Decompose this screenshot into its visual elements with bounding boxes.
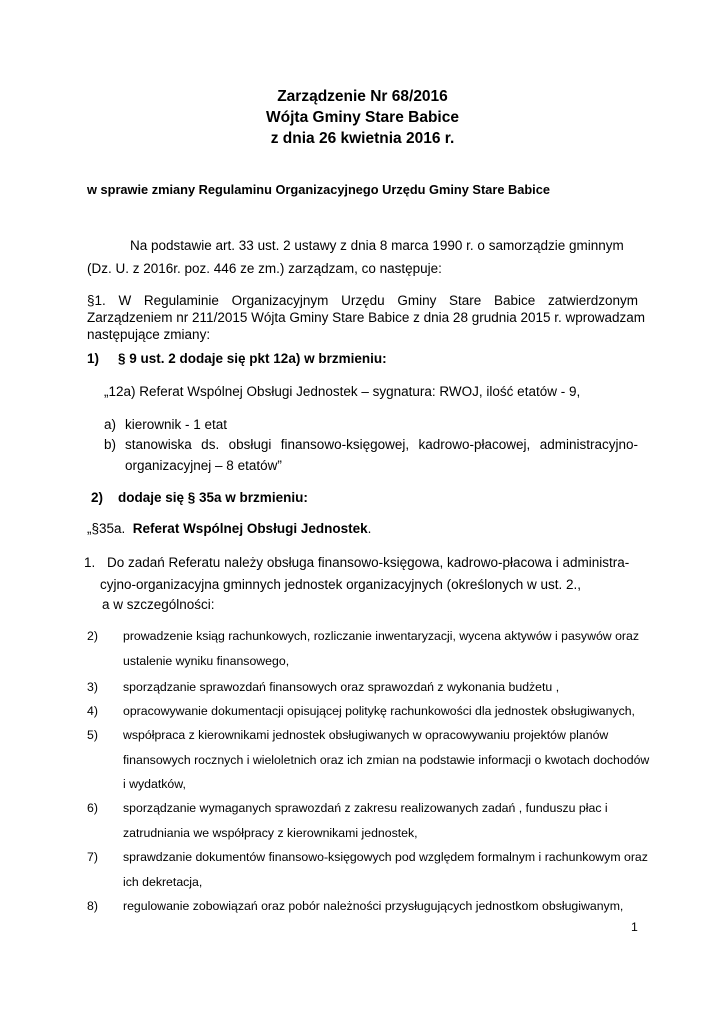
preamble-line-2: (Dz. U. z 2016r. poz. 446 ze zm.) zarządzam, co następuje: — [87, 261, 442, 276]
section1-number: 1. — [84, 555, 96, 570]
document-title-line-2: Wójta Gminy Stare Babice — [266, 109, 459, 126]
task-7-line-2: ich dekretacja, — [123, 875, 203, 889]
task-2-line-1: prowadzenie ksiąg rachunkowych, rozliczanie inwentaryzacji, wycena aktywów i pasywów oraz — [123, 629, 640, 643]
document-title-line-1: Zarządzenie Nr 68/2016 — [277, 88, 448, 105]
par1-line-3: następujące zmiany: — [87, 327, 211, 342]
section1-line-1: Do zadań Referatu należy obsługa finansowo-księgowa, kadrowo-płacowa i administra- — [107, 555, 630, 570]
change2-heading: dodaje się § 35a w brzmieniu: — [118, 490, 308, 505]
section1-line-2: cyjno-organizacyjna gminnych jednostek organizacyjnych (określonych w ust. 2., — [100, 577, 581, 592]
task-6-line-1: sporządzanie wymaganych sprawozdań z zakresu realizowanych zadań , funduszu płac i — [123, 801, 608, 815]
change2-number: 2) — [91, 490, 104, 505]
change1-heading: § 9 ust. 2 dodaje się pkt 12a) w brzmieniu: — [118, 351, 387, 366]
task-8-number: 8) — [87, 899, 98, 913]
task-6-line-2: zatrudniania we współpracy z kierownikami jednostek, — [123, 826, 418, 840]
change2-quote-suffix: . — [367, 521, 372, 536]
preamble-line-1: Na podstawie art. 33 ust. 2 ustawy z dnia 8 marca 1990 r. o samorządzie gminnym — [130, 238, 624, 253]
task-6-number: 6) — [87, 801, 98, 815]
change1-item-b-marker: b) — [104, 437, 117, 452]
task-8-line-1: regulowanie zobowiązań oraz pobór należności przysługujących jednostkom obsługiwanym, — [123, 899, 624, 913]
change2-quote-prefix: „§35a. — [87, 521, 126, 536]
change1-item-a-marker: a) — [104, 417, 117, 432]
task-7-number: 7) — [87, 850, 98, 864]
change2-quote-title: Referat Wspólnej Obsługi Jednostek — [132, 521, 368, 536]
change1-number: 1) — [87, 351, 100, 366]
task-3-line-1: sporządzanie sprawozdań finansowych oraz sprawozdań z wykonania budżetu , — [123, 680, 560, 694]
task-2-number: 2) — [87, 629, 98, 643]
task-3-number: 3) — [87, 680, 98, 694]
task-5-number: 5) — [87, 728, 98, 742]
task-7-line-1: sprawdzanie dokumentów finansowo-księgowych pod względem formalnym i rachunkowym oraz — [123, 850, 648, 864]
page-number: 1 — [631, 920, 638, 934]
par1-line-2: Zarządzeniem nr 211/2015 Wójta Gminy Stare Babice z dnia 28 grudnia 2015 r. wprowadzam — [87, 310, 646, 325]
par1-line-1: §1. W Regulaminie Organizacyjnym Urzędu Gminy Stare Babice zatwierdzonym — [87, 293, 638, 308]
change2-quote — [87, 521, 371, 536]
change1-item-b-line-1: stanowiska ds. obsługi finansowo-księgowej, kadrowo-płacowej, administracyjno- — [125, 437, 638, 452]
task-5-line-3: i wydatków, — [123, 777, 186, 791]
change1-quote: „12a) Referat Wspólnej Obsługi Jednostek – sygnatura: RWOJ, ilość etatów - 9, — [104, 384, 581, 399]
change1-item-a: kierownik - 1 etat — [125, 417, 228, 432]
task-5-line-1: współpraca z kierownikami jednostek obsługiwanych w opracowywaniu projektów planów — [123, 728, 609, 742]
task-4-line-1: opracowywanie dokumentacji opisującej politykę rachunkowości dla jednostek obsługiwanych, — [123, 704, 635, 718]
section1-line-3: a w szczególności: — [102, 597, 215, 612]
document-subject: w sprawie zmiany Regulaminu Organizacyjnego Urzędu Gminy Stare Babice — [87, 182, 550, 197]
task-2-line-2: ustalenie wyniku finansowego, — [123, 654, 290, 668]
change1-item-b-line-2: organizacyjnej – 8 etatów” — [125, 458, 282, 473]
task-4-number: 4) — [87, 704, 98, 718]
document-title-line-3: z dnia 26 kwietnia 2016 r. — [270, 130, 455, 147]
task-5-line-2: finansowych rocznych i wieloletnich oraz ich zmian na podstawie informacji o kwotach dochodów — [123, 753, 650, 767]
